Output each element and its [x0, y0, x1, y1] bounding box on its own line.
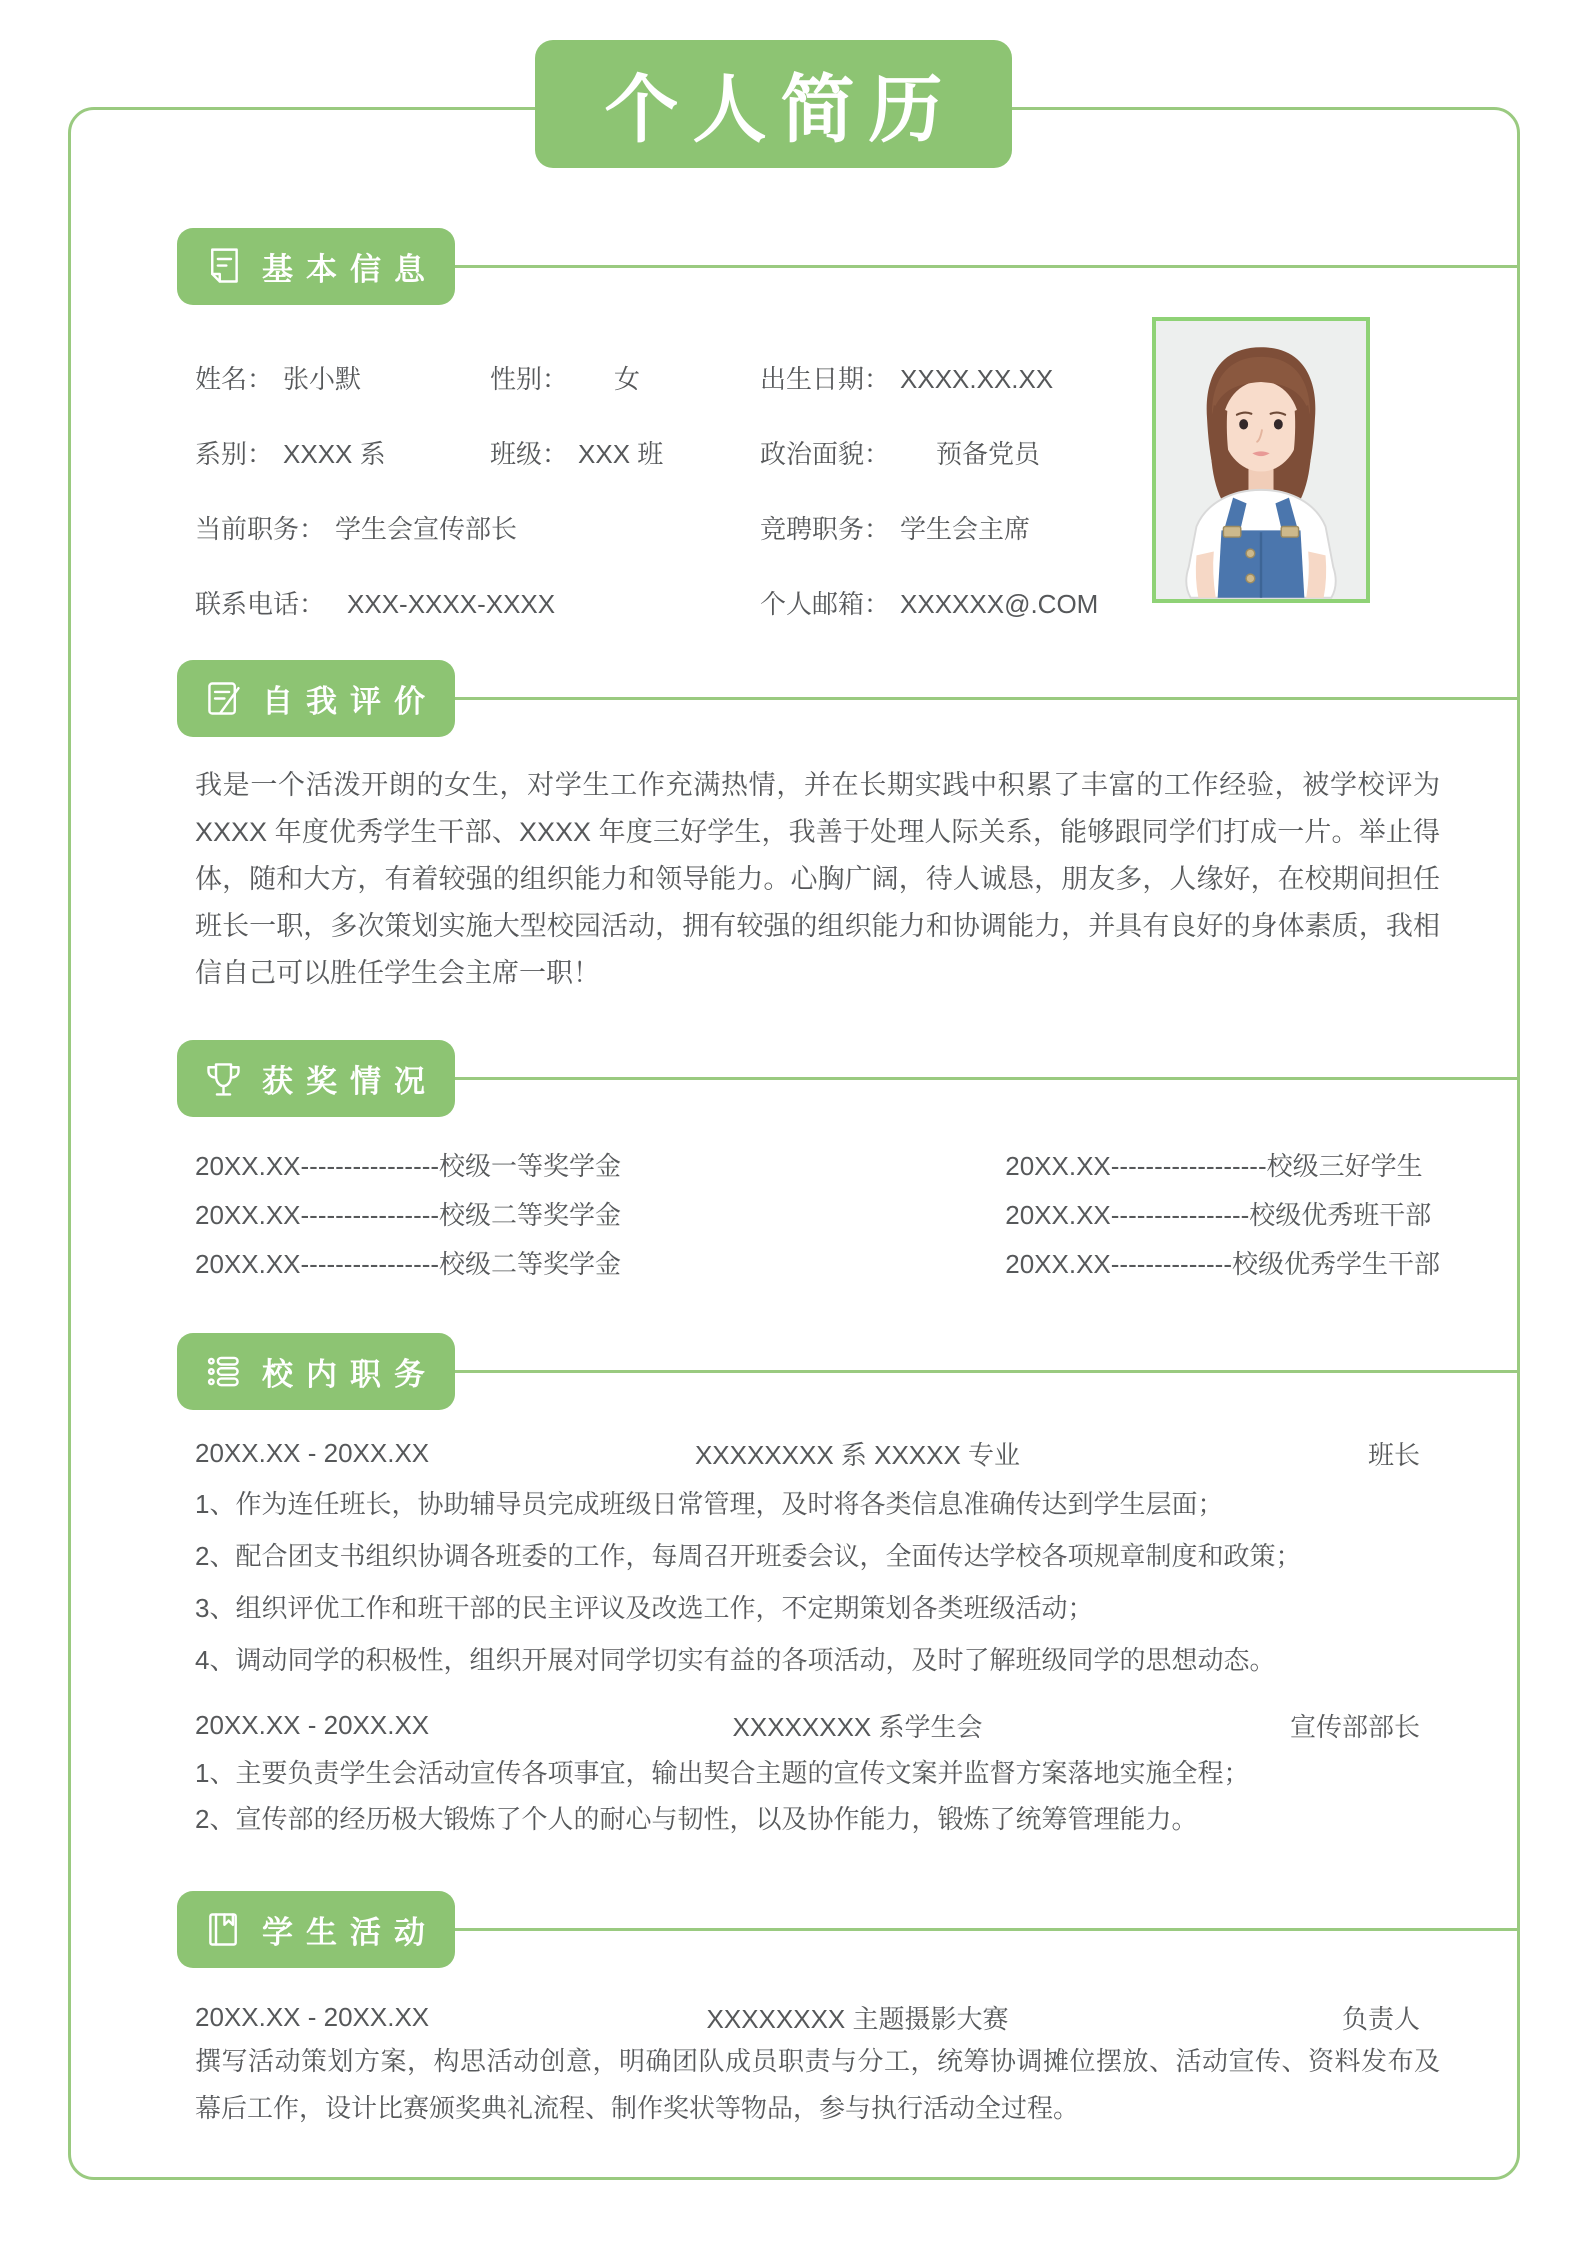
position-duty-list	[195, 1478, 1440, 1686]
job-item: 1、作为连任班长，协助辅导员完成班级日常管理，及时将各类信息准确传达到学生层面；	[195, 1489, 1224, 1519]
field-target-position	[760, 509, 1135, 546]
section-divider-line	[455, 1928, 1520, 1931]
field-value: 女	[614, 364, 641, 394]
basic-info-row	[195, 340, 1135, 415]
field-department	[195, 434, 490, 471]
field-birth-date	[760, 359, 1135, 396]
job-org: XXXXXXXX 主题摄影大赛	[706, 2003, 1009, 2034]
position-header-row	[195, 1432, 1420, 1474]
field-value: XXX-XXXX-XXXX	[347, 589, 556, 619]
field-phone	[195, 584, 760, 621]
job-period: 20XX.XX - 20XX.XX	[195, 2001, 430, 2032]
field-political-status	[760, 434, 1135, 471]
field-value: 学生会主席	[900, 514, 1031, 544]
field-value: XXXX 系	[283, 439, 386, 469]
section-title: 基本信息	[262, 252, 438, 287]
field-label: 系别：	[195, 439, 274, 469]
field-value: XXXXXX@.COM	[900, 589, 1099, 619]
job-item: 3、组织评优工作和班干部的民主评议及改选工作，不定期策划各类班级活动；	[195, 1593, 1094, 1623]
activity-header-row	[195, 1996, 1420, 2038]
field-name	[195, 359, 490, 396]
section-divider-line	[455, 697, 1520, 700]
field-label: 当前职务：	[195, 514, 326, 544]
job-item: 1、主要负责学生会活动宣传各项事宜，输出契合主题的宣传文案并监督方案落地实施全程；	[195, 1758, 1250, 1788]
field-label: 政治面貌：	[760, 439, 891, 469]
job-period: 20XX.XX - 20XX.XX	[195, 1709, 430, 1740]
awards-left-column	[195, 1142, 621, 1289]
section-header-awards	[177, 1040, 1520, 1117]
field-value: XXXX.XX.XX	[900, 364, 1054, 394]
job-item: 2、配合团支书组织协调各班委的工作，每周召开班委会议，全面传达学校各项规章制度和政策；	[195, 1541, 1302, 1571]
section-divider-line	[455, 1370, 1520, 1373]
section-header-self-evaluation	[177, 660, 1520, 737]
awards-list	[195, 1142, 1440, 1289]
field-label: 联系电话：	[195, 589, 326, 619]
field-value: 张小默	[283, 364, 362, 394]
basic-info-row	[195, 565, 1135, 640]
edit-note-icon	[201, 676, 246, 721]
page-title: 个人简历	[604, 68, 957, 151]
award-item: 20XX.XX------------------校级三好学生	[1005, 1151, 1423, 1181]
activities-badge	[177, 1891, 455, 1968]
award-item: 20XX.XX----------------校级优秀班干部	[1005, 1200, 1432, 1230]
basic-info-row	[195, 415, 1135, 490]
basic-info-grid	[195, 340, 1135, 640]
field-label: 竞聘职务：	[760, 514, 891, 544]
positions-badge	[177, 1333, 455, 1410]
field-label: 姓名：	[195, 364, 274, 394]
section-title: 校内职务	[262, 1357, 438, 1392]
section-header-basic-info	[177, 228, 1520, 305]
section-title: 获奖情况	[262, 1064, 438, 1099]
job-item: 4、调动同学的积极性，组织开展对同学切实有益的各项活动，及时了解班级同学的思想动态。	[195, 1645, 1276, 1675]
job-item: 2、宣传部的经历极大锻炼了个人的耐心与韧性，以及协作能力，锻炼了统筹管理能力。	[195, 1804, 1198, 1834]
list-icon	[201, 1349, 246, 1394]
award-item: 20XX.XX----------------校级一等奖学金	[195, 1151, 622, 1181]
section-header-activities	[177, 1891, 1520, 1968]
field-label: 个人邮箱：	[760, 589, 891, 619]
field-value: XXX 班	[578, 439, 664, 469]
field-value: 学生会宣传部长	[335, 514, 518, 544]
section-header-positions	[177, 1333, 1520, 1410]
awards-right-column	[1005, 1142, 1440, 1289]
field-class	[490, 434, 760, 471]
position-header-row	[195, 1704, 1420, 1746]
position-duty-list	[195, 1750, 1440, 1842]
book-icon	[201, 1907, 246, 1952]
field-label: 班级：	[490, 439, 569, 469]
self-evaluation-badge	[177, 660, 455, 737]
page-title-plate	[535, 40, 1012, 168]
section-divider-line	[455, 265, 1520, 268]
award-item: 20XX.XX--------------校级优秀学生干部	[1005, 1249, 1440, 1279]
job-org: XXXXXXXX 系 XXXXX 专业	[694, 1439, 1021, 1470]
field-label: 出生日期：	[760, 364, 891, 394]
job-role: 班长	[1367, 1439, 1420, 1470]
field-email	[760, 584, 1135, 621]
section-divider-line	[455, 1077, 1520, 1080]
job-period: 20XX.XX - 20XX.XX	[195, 1437, 430, 1468]
field-value: 预备党员	[936, 439, 1041, 469]
job-org: XXXXXXXX 系学生会	[732, 1711, 983, 1742]
trophy-icon	[201, 1056, 246, 1101]
awards-badge	[177, 1040, 455, 1117]
self-evaluation-text: 我是一个活泼开朗的女生，对学生工作充满热情，并在长期实践中积累了丰富的工作经验，被学校评为 XXXX 年度优秀学生干部、XXXX 年度三好学生，我善于处理人际关系，能够跟同学们打成一片。举止得体，随和大方，有着较强的组织能力和领导能力。心胸广阔，待人诚恳，朋友多，人缘好，在校期间担任班长一职，多次策划实施大型校园活动，拥有较强的组织能力和协调能力，并具有良好的身体素质，我相信自己可以胜任学生会主席一职！	[195, 770, 1440, 988]
award-item: 20XX.XX----------------校级二等奖学金	[195, 1200, 622, 1230]
field-current-position	[195, 509, 760, 546]
basic-info-badge	[177, 228, 455, 305]
job-role: 宣传部部长	[1289, 1711, 1420, 1742]
job-role: 负责人	[1341, 2003, 1420, 2034]
field-gender	[490, 359, 760, 396]
section-title: 学生活动	[262, 1915, 438, 1950]
activity-description: 撰写活动策划方案，构思活动创意，明确团队成员职责与分工，统筹协调摊位摆放、活动宣传、资料发布及幕后工作，设计比赛颁奖典礼流程、制作奖状等物品，参与执行活动全过程。	[195, 2046, 1440, 2123]
field-label: 性别：	[490, 364, 569, 394]
section-title: 自我评价	[262, 684, 438, 719]
avatar-illustration	[1156, 321, 1366, 599]
document-icon	[201, 244, 246, 289]
award-item: 20XX.XX----------------校级二等奖学金	[195, 1249, 622, 1279]
profile-photo	[1152, 317, 1370, 603]
basic-info-row	[195, 490, 1135, 565]
